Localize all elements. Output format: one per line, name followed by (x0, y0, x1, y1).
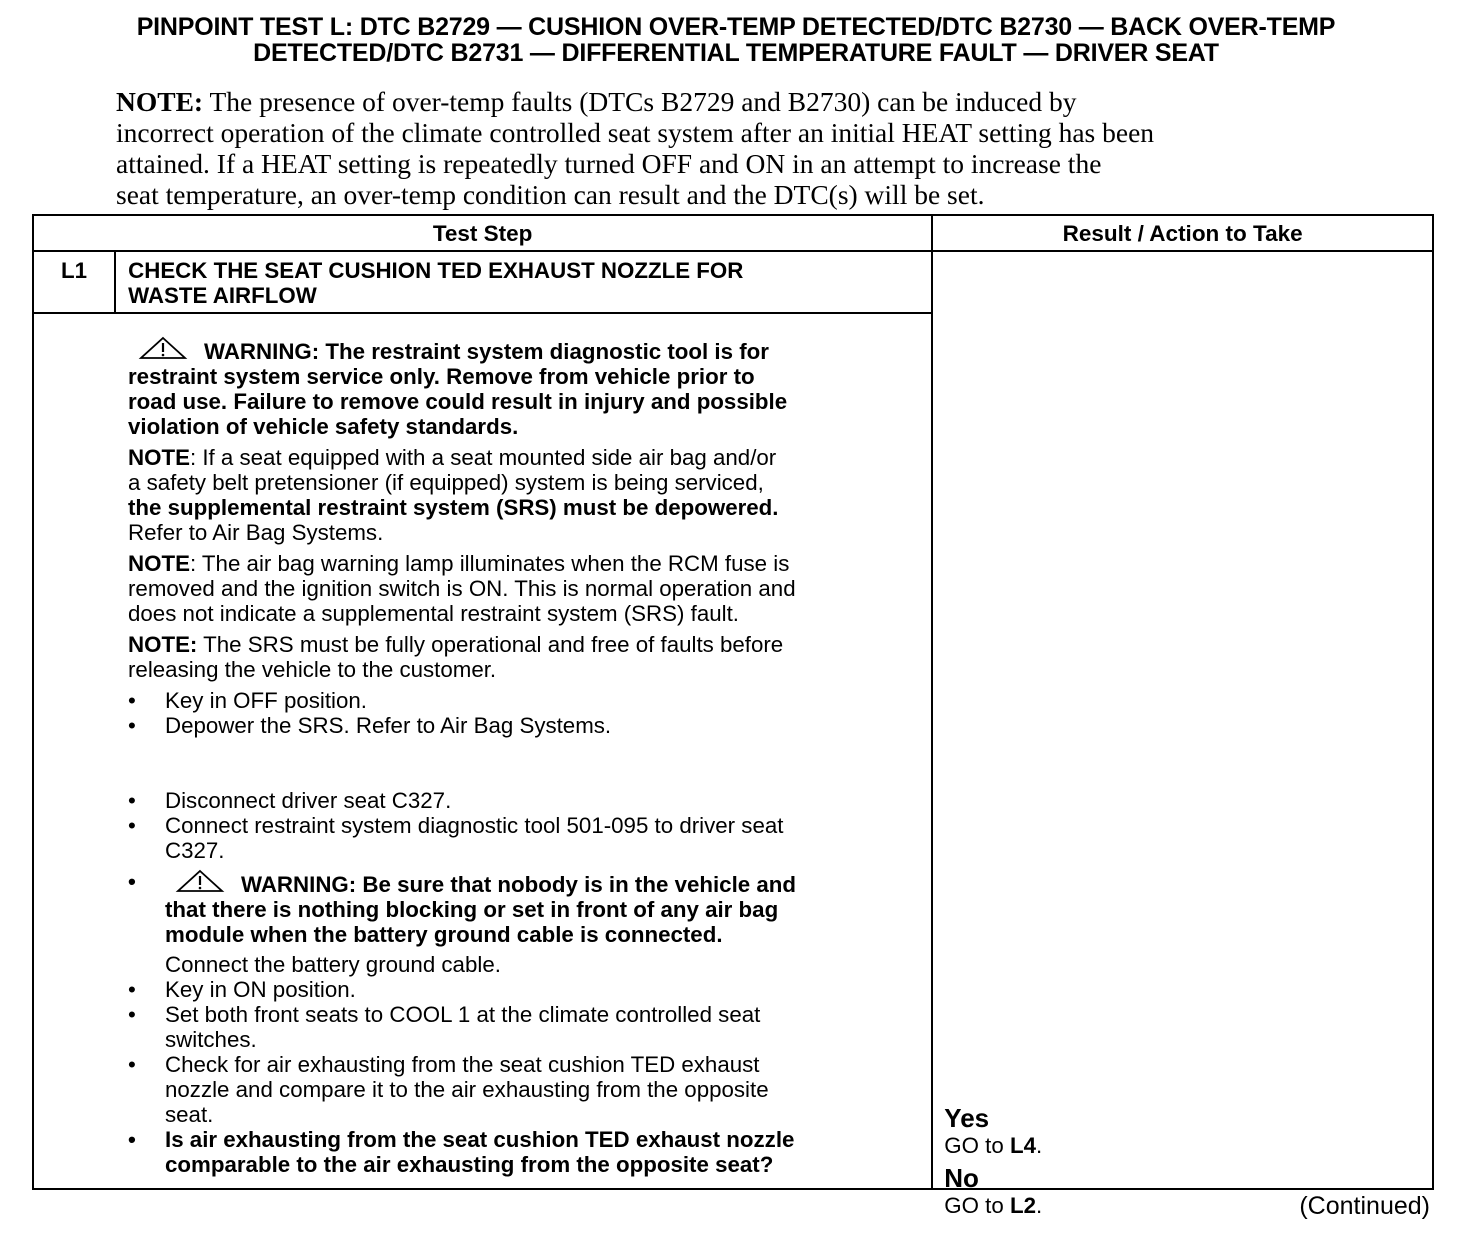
note-1-bold-line: the supplemental restraint system (SRS) must be depowered. (128, 495, 779, 520)
warning-block-1 (128, 336, 911, 439)
warning-2-line-1: WARNING: Be sure that nobody is in the vehicle and (241, 872, 797, 897)
bullet-connect-tool (128, 813, 911, 863)
note-2-label: NOTE (128, 551, 190, 576)
intro-note-line-3: attained. If a HEAT setting is repeatedly turned OFF and ON in an attempt to increase the (116, 148, 1102, 179)
bullet-question (128, 1127, 911, 1177)
result-no (944, 1164, 1042, 1218)
step-title-row (33, 251, 1433, 313)
warning-1-line-2: restraint system service only. Remove from vehicle prior to (128, 364, 755, 389)
bullet-check-air-line-2: nozzle and compare it to the air exhausting from the opposite (165, 1077, 769, 1102)
bullet-question-line-2: comparable to the air exhausting from the opposite seat? (165, 1152, 774, 1177)
result-yes-label: Yes (944, 1103, 990, 1133)
note-2-line-3: does not indicate a supplemental restraint system (SRS) fault. (128, 601, 739, 626)
step-id: L1 (33, 251, 115, 313)
note-block-2 (128, 551, 911, 626)
title-line-2: DETECTED/DTC B2731 — DIFFERENTIAL TEMPERATURE FAULT — DRIVER SEAT (253, 39, 1219, 67)
bullet-set-seats-line-2: switches. (165, 1027, 257, 1052)
bullet-check-air-line-1: • Check for air exhausting from the seat cushion TED exhaust (165, 1052, 760, 1077)
result-no-period: . (1035, 1193, 1043, 1218)
bullet-connect-line-1: • Connect restraint system diagnostic tool 501-095 to driver seat (165, 813, 784, 838)
warning-1-line-3: road use. Failure to remove could result in injury and possible (128, 389, 788, 414)
result-yes-goto: GO to (944, 1133, 1010, 1158)
note-3-line-2: releasing the vehicle to the customer. (128, 657, 497, 682)
step-title-line-1: CHECK THE SEAT CUSHION TED EXHAUST NOZZLE FOR (128, 258, 744, 283)
note-1-line-1: : If a seat equipped with a seat mounted side air bag and/or (189, 445, 777, 470)
page-title (0, 14, 1472, 66)
bullet-connect-line-2: C327. (165, 838, 225, 863)
bullet-warning-2 (128, 869, 911, 947)
result-no-label: No (944, 1163, 979, 1193)
connect-battery-text: Connect the battery ground cable. (165, 952, 501, 977)
note-3-label: NOTE: (128, 632, 198, 657)
warning-1-line-1: WARNING: The restraint system diagnostic tool is for (204, 339, 769, 364)
warning-triangle-icon (138, 336, 188, 360)
note-1-label: NOTE (128, 445, 190, 470)
intro-note-line-1: The presence of over-temp faults (DTCs B2729 and B2730) can be induced by (203, 86, 1077, 117)
note-1-line-2: a safety belt pretensioner (if equipped) system is being serviced, (128, 470, 764, 495)
step-title (115, 251, 932, 313)
bullet-depower-srs: • Depower the SRS. Refer to Air Bag Systems. (128, 713, 911, 738)
intro-note-line-2: incorrect operation of the climate controlled seat system after an initial HEAT setting has been (116, 117, 1155, 148)
header-test-step: Test Step (33, 215, 932, 251)
note-2-line-1: : The air bag warning lamp illuminates when the RCM fuse is (189, 551, 790, 576)
warning-1-line-4: violation of vehicle safety standards. (128, 414, 519, 439)
bullet-key-off: • Key in OFF position. (128, 688, 911, 713)
note-2-line-2: removed and the ignition switch is ON. This is normal operation and (128, 576, 796, 601)
bullet-key-on: • Key in ON position. (128, 977, 911, 1002)
warning-triangle-icon (175, 869, 225, 893)
result-no-target: L2 (1009, 1193, 1036, 1218)
note-block-3 (128, 632, 911, 682)
intro-note (116, 86, 1426, 210)
bullet-check-air (128, 1052, 911, 1127)
result-no-goto: GO to (944, 1193, 1010, 1218)
continued-label: (Continued) (1299, 1192, 1430, 1220)
result-yes-target: L4 (1009, 1133, 1036, 1158)
note-3-line-1: The SRS must be fully operational and free of faults before (197, 632, 784, 657)
bullet-question-line-1: • Is air exhausting from the seat cushion TED exhaust nozzle (165, 1127, 795, 1152)
warning-2-line-2: that there is nothing blocking or set in front of any air bag (165, 897, 779, 922)
result-yes-period: . (1035, 1133, 1043, 1158)
result-yes-action (944, 1133, 1042, 1158)
warning-2-line-3: module when the battery ground cable is connected. (165, 922, 723, 947)
bullet-set-seats (128, 1002, 911, 1052)
result-no-action (944, 1193, 1042, 1218)
step-body (33, 313, 932, 1189)
bullet-set-seats-line-1: • Set both front seats to COOL 1 at the climate controlled seat (165, 1002, 761, 1027)
table-header-row (33, 215, 1433, 251)
bullet-check-air-line-3: seat. (165, 1102, 214, 1127)
note-1-line-3: Refer to Air Bag Systems. (128, 520, 384, 545)
note-block-1 (128, 445, 911, 545)
result-yes (944, 1104, 1042, 1158)
title-line-1: PINPOINT TEST L: DTC B2729 — CUSHION OVER-TEMP DETECTED/DTC B2730 — BACK OVER-TEMP (136, 13, 1336, 41)
step-title-line-2: WASTE AIRFLOW (128, 283, 317, 308)
header-result: Result / Action to Take (932, 215, 1433, 251)
bullet-disconnect-seat: • Disconnect driver seat C327. (128, 788, 911, 813)
intro-note-label: NOTE: (116, 86, 204, 117)
intro-note-line-4: seat temperature, an over-temp condition can result and the DTC(s) will be set. (116, 179, 985, 210)
